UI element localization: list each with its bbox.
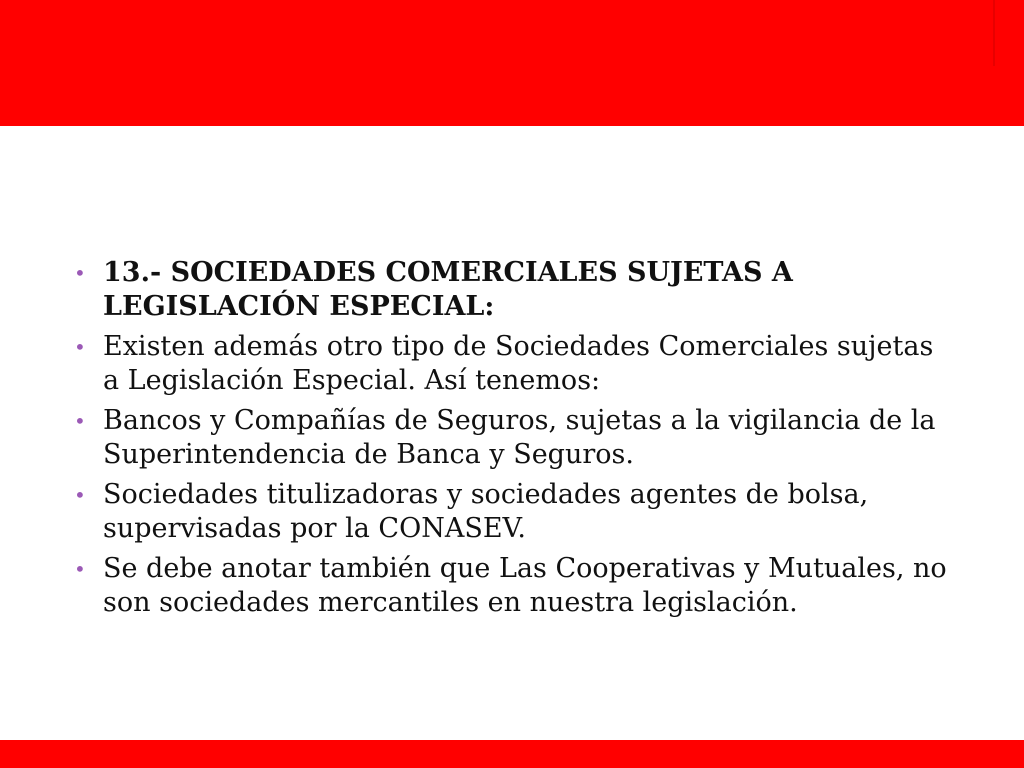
bullet-text: Se debe anotar también que Las Cooperativas y Mutuales, no son sociedades mercantiles en nuestra legislación. — [103, 553, 947, 618]
bullet-dot-icon: • — [74, 409, 86, 433]
top-band-edge-line — [993, 0, 995, 66]
bullet-item-heading — [72, 256, 952, 324]
bullet-text: Existen además otro tipo de Sociedades Comerciales sujetas a Legislación Especial. Así tenemos: — [103, 331, 934, 396]
bullet-text: Bancos y Compañías de Seguros, sujetas a la vigilancia de la Superintendencia de Banca y Seguros. — [103, 405, 936, 470]
bullet-item — [72, 404, 952, 472]
bottom-red-band — [0, 740, 1024, 768]
bullet-item — [72, 552, 952, 620]
bullet-item — [72, 478, 952, 546]
bullet-list — [72, 256, 952, 620]
bullet-dot-icon: • — [74, 557, 86, 581]
slide-content — [72, 256, 952, 626]
bullet-item — [72, 330, 952, 398]
bullet-text: Sociedades titulizadoras y sociedades agentes de bolsa, supervisadas por la CONASEV. — [103, 479, 869, 544]
top-red-band — [0, 0, 1024, 126]
bullet-text: 13.- SOCIEDADES COMERCIALES SUJETAS A LEGISLACIÓN ESPECIAL: — [103, 257, 793, 322]
bullet-dot-icon: • — [74, 335, 86, 359]
bullet-dot-icon: • — [74, 261, 86, 285]
bullet-dot-icon: • — [74, 483, 86, 507]
